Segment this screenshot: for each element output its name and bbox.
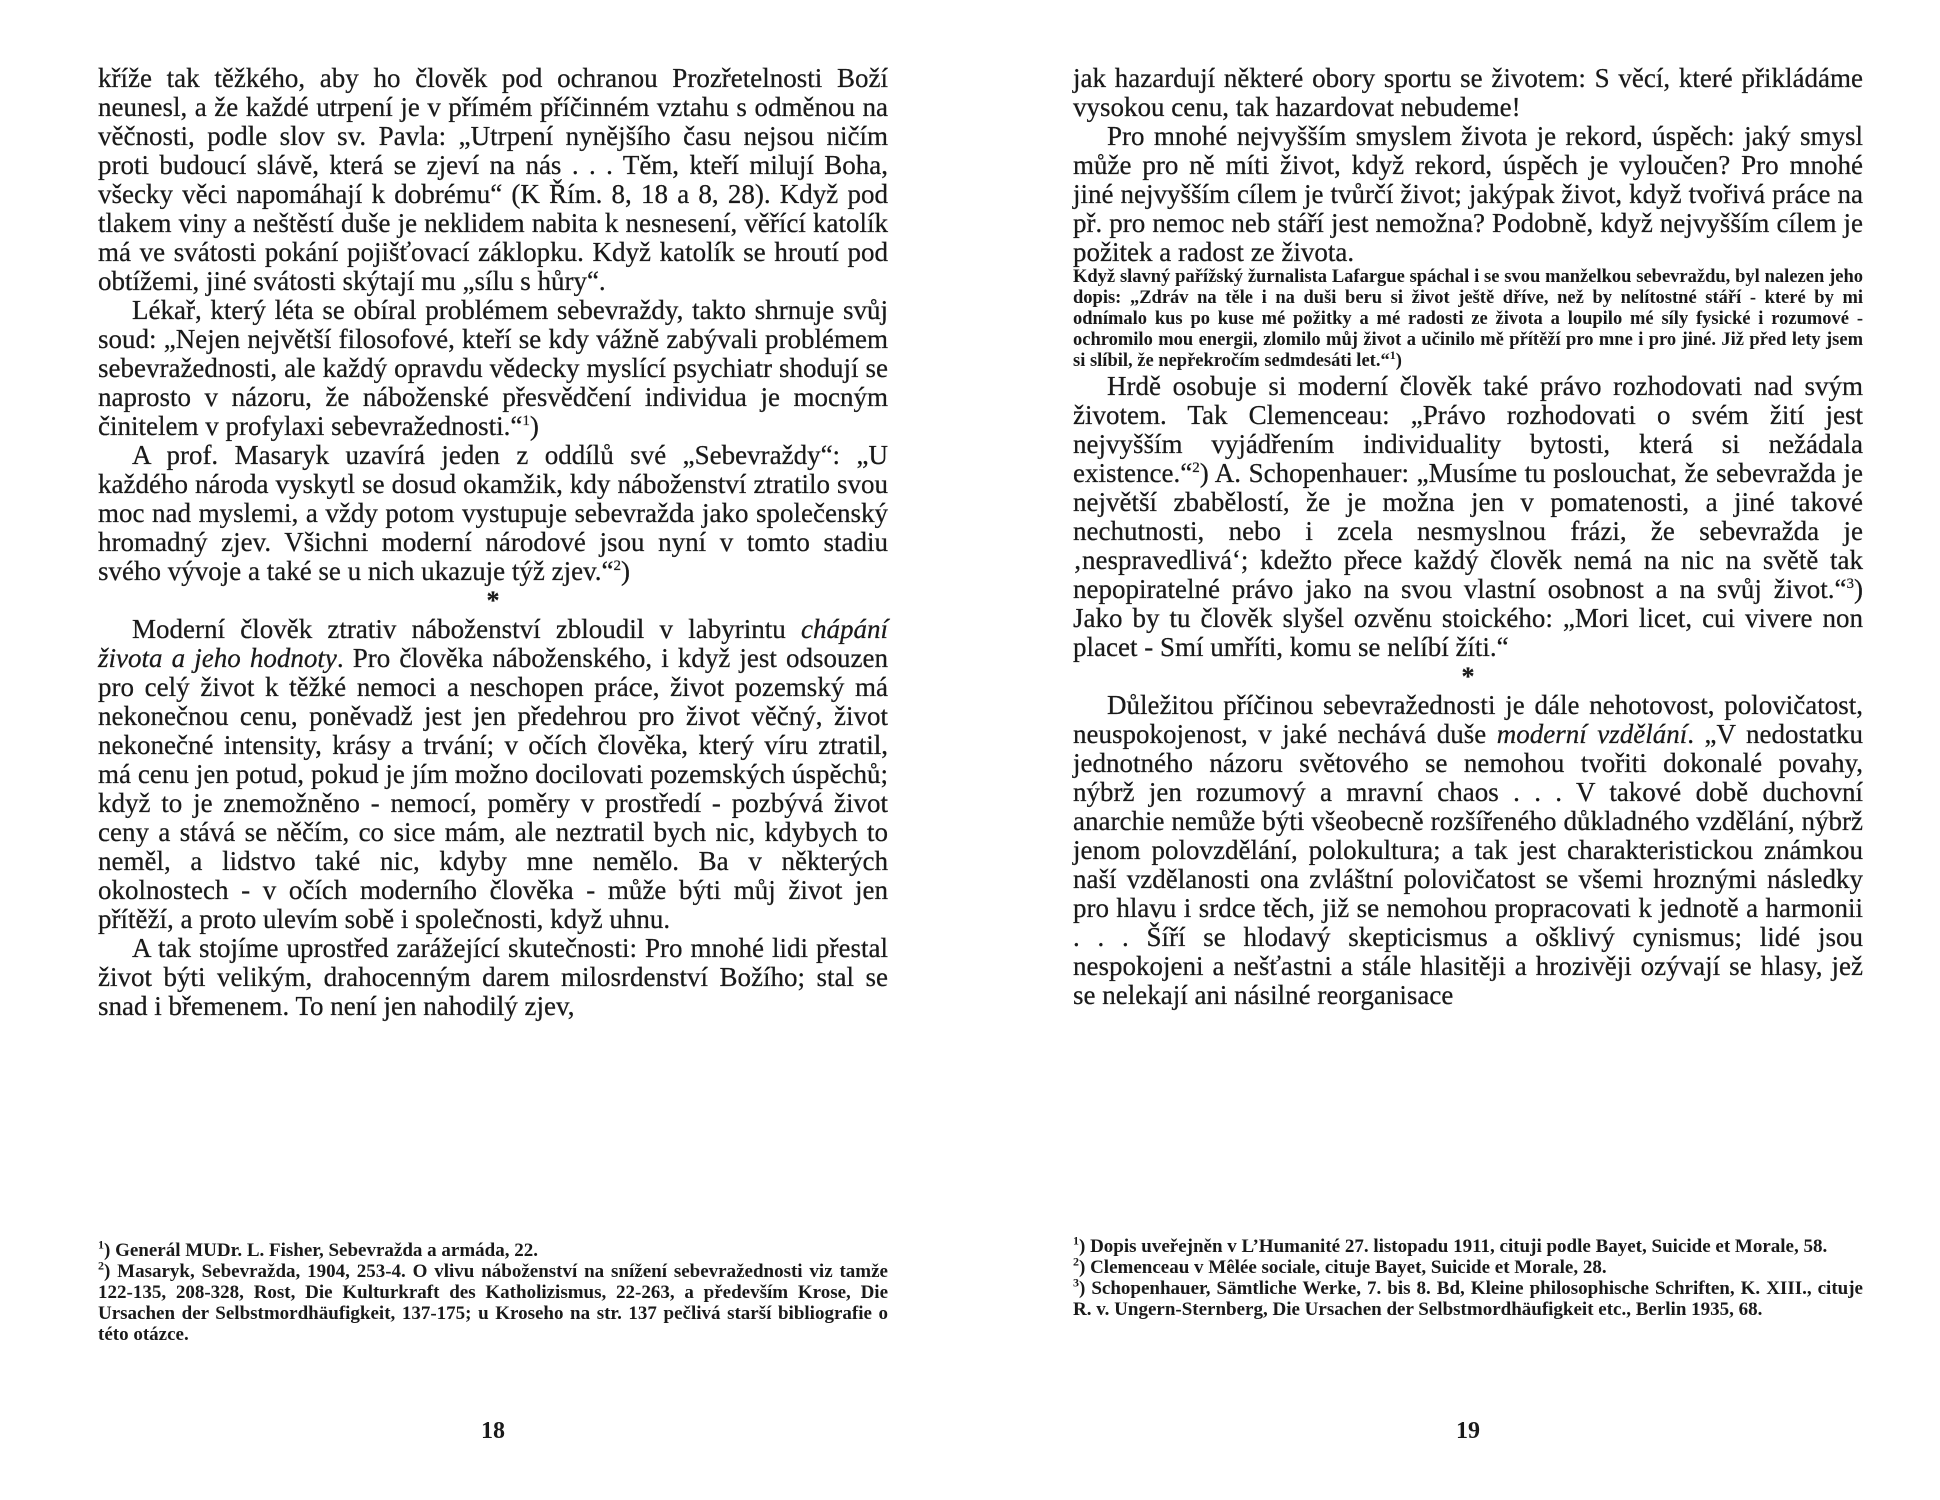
footnote: $^1$) Generál MUDr. L. Fisher, Sebevražda a armáda, 22. [98, 1237, 538, 1261]
paragraph: jak hazardují některé obory sportu se životem: S věcí, které přikládáme vysokou cenu, tak hazardovat nebudeme! [1073, 63, 1863, 122]
paragraph: Pro mnohé nejvyšším smyslem života je rekord, úspěch: jaký smysl může pro ně míti život, když rekord, úspěch je vyloučen? Pro mnohé jiné nejvyšším cílem je tvůrčí život; jakýpak život, když tvořivá práce na př. pro nemoc neb stáří jest nemožna? Podobně, když nejvyšším cílem je požitek a radost ze života. [1073, 121, 1863, 267]
left-page [98, 0, 908, 1500]
section-asterisk: * [486, 586, 500, 615]
footnote-ref: 1 [522, 413, 530, 429]
paragraph: Důležitou příčinou sebevražednosti je dále nehotovost, polovičatost, neuspokojenost, v jaké nechává duše moderní vzdělání. „V nedostatku jednotného názoru světového se nemohou tvořiti dokonalé povahy, nýbrž jen rozumový a mravní chaos . . . V takové době duchovní anarchie nemůže býti všeobecně rozšířeného důkladného vzdělání, nýbrž jenom polovzdělání, polokultura; a tak jest charakteristickou známkou naší vzdělanosti ona zvláštní polovičatost se všemi hroznými následky pro hlavu i srdce těch, již se nemohou propracovati k jednotě a harmonii . . . Šíří se hlodavý skepticismus a ošklivý cynismus; lidé jsou nespokojeni a nešťastni a stále hlasitěji a hrozivěji ozývají se hlasy, jež se nelekají ani násilné reorganisace [1073, 690, 1863, 1010]
footnote-ref: 2 [1192, 460, 1200, 476]
paragraph: A prof. Masaryk uzavírá jeden z oddílů své „Sebevraždy“: „U každého národa vyskytl se dosud okamžik, kdy náboženství ztratilo svou moc nad myslemi, a vždy potom vystupuje sebevražda jako společenský hromadný zjev. Všichni moderní národové jsou nyní v tomto stadiu svého vývoje a také se u nich ukazuje týž zjev.“$^2$) [98, 440, 888, 586]
footnote-ref: 2 [613, 558, 622, 574]
footnotes [1073, 1233, 1863, 1320]
paragraph: A tak stojíme uprostřed zarážející skutečnosti: Pro mnohé lidi přestal život býti velikým, drahocenným darem milosrdenství Božího; stal se snad i břemenem. To není jen nahodilý zjev, [98, 933, 888, 1021]
paragraph: Hrdě osobuje si moderní člověk také právo rozhodovati nad svým životem. Tak Clemenceau: „Právo rozhodovati o svém žití jest nejvyšším vyjádřením individuality bytosti, která si nežádala existence.“$^2$) A. Schopenhauer: „Musíme tu poslouchat, že sebevražda je největší zbabělostí, že je možna jen v pomatenosti, a jiné takové nechutnosti, nebo i zcela nesmyslnou frázi, že sebevražda je ‚nespravedlivá‘; kdežto přece každý člověk nemá na nic na světě tak nepopiratelné právo jako na svou vlastní osobnost a na svůj život.“$^3$) Jako by tu člověk slyšel ozvěnu stoického: „Mori licet, cui vivere non placet - Smí umříti, komu se nelíbí žíti.“ [1073, 371, 1863, 662]
paragraph: kříže tak těžkého, aby ho člověk pod ochranou Prozřetelnosti Boží neunesl, a že každé utrpení je v přímém příčinném vztahu s odměnou na věčnosti, podle slov sv. Pavla: „Utrpení nynějšího času nejsou ničím proti budoucí slávě, která se zjeví na nás . . . Těm, kteří milují Boha, všecky věci napomáhají k dobrému“ (K Řím. 8, 18 a 8, 28). Když pod tlakem viny a neštěstí duše je neklidem nabita k nesnesení, věřící katolík má ve svátosti pokání pojišťovací záklopku. Když katolík se hroutí pod obtížemi, jiné svátosti skýtají mu „sílu s hůry“. [98, 63, 888, 296]
section-asterisk: * [1461, 662, 1475, 691]
footnote-ref: 3 [1846, 576, 1854, 592]
page-number: 18 [481, 1418, 505, 1444]
footnotes [98, 1237, 888, 1345]
paragraph: Moderní člověk ztrativ náboženství zbloudil v labyrintu chápání života a jeho hodnoty. Pro člověka náboženského, i když jest odsouzen pro celý život k těžké nemoci a neschopen práce, život pozemský má nekonečnou cenu, poněvadž jest jen předehrou pro život věčný, život nekonečné intensity, krásy a trvání; v očích člověka, který víru ztratil, má cenu jen potud, pokud je jím možno docilovati pozemských úspěchů; když to je znemožněno - nemocí, poměry v prostředí - pozbývá život ceny a stává se něčím, co sice mám, ale neztratil bych nic, kdybych to neměl, a lidstvo také nic, kdyby mne nemělo. Ba v některých okolnostech - v očích moderního člověka - může býti můj život jen přítěží, a proto ulevím sobě i společnosti, když uhnu. [98, 614, 889, 934]
emphasis: moderní vzdělání [1496, 719, 1688, 749]
emphasis: chápání života a jeho hodnoty [98, 614, 888, 673]
inset-note: Když slavný pařížský žurnalista Lafargue spáchal i se svou manželkou sebevraždu, byl nalezen jeho dopis: „Zdráv na těle i na duši beru si život ještě dříve, než by nelítostné stáří - které by mi odnímalo kus po kuse mé požitky a mé radosti ze života a loupilo mé síly fysické i rozumové - ochromilo mou energii, zlomilo můj život a učinilo mě přítěží pro mne i pro jiné. Již před lety jsem si slíbil, že nepřekročím sedmdesáti let.“$^1$) [1073, 267, 1863, 371]
footnote: $^2$) Masaryk, Sebevražda, 1904, 253-4. O vlivu náboženství na snížení sebevražednosti viz tamže 122-135, 208-328, Rost, Die Kulturkraft des Katholizismus, 22-263, a především Krose, Die Ursachen der Selbstmordhäufigkeit, 137-175; u Kroseho na str. 137 pečlivá starší bibliografie o této otázce. [98, 1258, 888, 1345]
paragraph: Lékař, který léta se obíral problémem sebevraždy, takto shrnuje svůj soud: „Nejen největší filosofové, kteří se kdy vážně zabývali problémem sebevražednosti, ale každý opravdu vědecky myslící psychiatr shodují se naprosto v názoru, že náboženské přesvědčení individua je mocným činitelem v profylaxi sebevražednosti.“$^1$) [98, 295, 888, 441]
footnote: $^3$) Schopenhauer, Sämtliche Werke, 7. bis 8. Bd, Kleine philosophische Schriften, K. XIII., cituje R. v. Ungern-Sternberg, Die Ursachen der Selbstmordhäufigkeit etc., Berlin 1935, 68. [1073, 1275, 1863, 1320]
footnote-ref: 1 [1389, 347, 1396, 362]
page-number: 19 [1456, 1418, 1480, 1444]
footnote: $^2$) Clemenceau v Mêlée sociale, cituje Bayet, Suicide et Morale, 28. [1073, 1254, 1607, 1278]
right-page-body [1073, 64, 1863, 1010]
right-page [1073, 0, 1883, 1500]
footnote: $^1$) Dopis uveřejněn v L’Humanité 27. listopadu 1911, cituji podle Bayet, Suicide et Morale, 58. [1073, 1233, 1828, 1257]
left-page-body [98, 64, 888, 1021]
